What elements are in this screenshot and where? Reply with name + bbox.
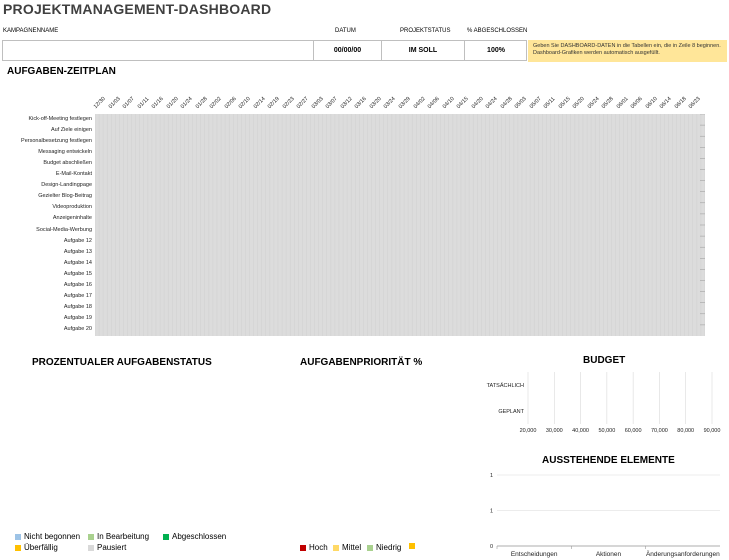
legend-label: Abgeschlossen — [172, 532, 227, 541]
date-tick-label: 05/03 — [513, 96, 528, 110]
status-chart-title: PROZENTUALER AUFGABENSTATUS — [32, 357, 212, 368]
budget-category-label: GEPLANT — [498, 409, 524, 415]
budget-chart-title: BUDGET — [583, 355, 626, 366]
legend-item — [333, 543, 361, 552]
legend-item — [300, 543, 328, 552]
budget-x-tick-label: 60,000 — [624, 428, 642, 434]
date-tick-label: 03/07 — [325, 96, 340, 110]
priority-legend — [300, 543, 480, 557]
date-tick-label: 04/20 — [470, 96, 485, 110]
legend-swatch — [88, 545, 94, 551]
budget-chart — [470, 368, 725, 438]
budget-category-label: TATSÄCHLICH — [486, 383, 524, 389]
legend-swatch — [409, 543, 415, 549]
task-label: Aufgabe 20 — [63, 326, 92, 333]
date-tick-label: 01/28 — [194, 96, 209, 110]
date-tick-label: 01/03 — [107, 96, 122, 110]
legend-item — [15, 532, 80, 541]
pending-chart-title: AUSSTEHENDE ELEMENTE — [542, 455, 675, 466]
task-label: Messaging entwickeln — [38, 148, 92, 155]
date-tick-label: 02/27 — [296, 96, 311, 110]
date-tick-label: 01/24 — [179, 96, 194, 110]
legend-swatch — [15, 534, 21, 540]
campaign-name-header: KAMPAGNENNAME — [3, 28, 59, 34]
legend-label: Überfällig — [24, 543, 58, 552]
date-tick-label: 01/11 — [136, 96, 151, 110]
task-label: Personalbesetzung festlegen — [21, 137, 92, 144]
task-label: E-Mail-Kontakt — [55, 171, 92, 178]
budget-x-tick-label: 30,000 — [545, 428, 563, 434]
date-tick-label: 01/16 — [150, 96, 165, 110]
date-tick-label: 06/23 — [688, 96, 703, 110]
legend-item — [163, 532, 226, 541]
date-tick-label: 02/02 — [208, 96, 223, 110]
legend-label: Nicht begonnen — [24, 532, 81, 541]
date-field[interactable]: 00/00/00 — [313, 40, 381, 61]
date-tick-label: 05/24 — [586, 96, 601, 110]
date-tick-label: 02/10 — [237, 96, 252, 110]
page-title: PROJEKTMANAGEMENT-DASHBOARD — [3, 1, 272, 17]
date-tick-label: 03/24 — [383, 96, 398, 110]
task-label: Design-Landingpage — [41, 182, 92, 189]
date-tick-label: 01/20 — [165, 96, 180, 110]
date-tick-label: 02/14 — [252, 96, 267, 110]
task-label: Aufgabe 15 — [63, 270, 92, 277]
instruction-note: Geben Sie DASHBOARD-DATEN in die Tabellen ein, die in Zeile 8 beginnen. Dashboard-Grafiken werden automatisch ausgefüllt. — [528, 40, 727, 62]
task-label: Gezielter Blog-Beitrag — [38, 193, 92, 200]
status-field[interactable]: IM SOLL — [381, 40, 464, 61]
budget-x-tick-label: 70,000 — [651, 428, 668, 434]
date-tick-label: 03/12 — [339, 96, 354, 110]
date-tick-label: 02/06 — [223, 96, 238, 110]
legend-swatch — [15, 545, 21, 551]
status-header: PROJEKTSTATUS — [400, 28, 451, 34]
legend-swatch — [367, 545, 373, 551]
budget-x-tick-label: 50,000 — [598, 428, 616, 434]
percent-header: % ABGESCHLOSSEN — [467, 28, 528, 34]
date-tick-label: 04/15 — [455, 96, 470, 110]
pending-y-tick-label: 1 — [489, 473, 493, 479]
legend-swatch — [163, 534, 169, 540]
date-header: DATUM — [335, 28, 356, 34]
budget-x-tick-label: 90,000 — [703, 428, 721, 434]
task-label: Aufgabe 19 — [63, 315, 92, 322]
task-label: Social-Media-Werbung — [36, 226, 92, 233]
task-label: Budget abschließen — [43, 159, 92, 166]
legend-label: Mittel — [342, 543, 362, 552]
date-tick-label: 05/28 — [601, 96, 616, 110]
date-tick-label: 05/20 — [572, 96, 587, 110]
legend-item — [367, 543, 401, 552]
task-label: Aufgabe 12 — [63, 237, 92, 244]
date-tick-label: 04/02 — [412, 96, 427, 110]
legend-item — [88, 543, 126, 552]
date-tick-label: 03/29 — [397, 96, 412, 110]
timeline-task-axis — [0, 114, 92, 336]
pending-y-tick-label: 1 — [489, 508, 493, 515]
pending-chart — [470, 468, 729, 560]
timeline-date-axis — [92, 80, 710, 113]
date-tick-label: 04/10 — [441, 96, 456, 110]
date-tick-label: 06/01 — [615, 96, 630, 110]
legend-item — [88, 532, 149, 541]
task-label: Aufgabe 17 — [63, 293, 92, 300]
legend-label: Niedrig — [376, 543, 402, 552]
legend-label: Pausiert — [97, 543, 127, 552]
date-tick-label: 03/16 — [354, 96, 369, 110]
date-tick-label: 06/10 — [644, 96, 659, 110]
pending-y-tick-label: 0 — [489, 544, 493, 550]
task-label: Aufgabe 14 — [63, 259, 92, 266]
date-tick-label: 02/23 — [281, 96, 296, 110]
gantt-chart-area — [95, 114, 705, 336]
legend-swatch — [88, 534, 94, 540]
budget-x-tick-label: 20,000 — [519, 428, 537, 434]
priority-chart-title: AUFGABENPRIORITÄT % — [300, 357, 423, 368]
task-label: Aufgabe 13 — [63, 248, 92, 255]
date-tick-label: 04/06 — [426, 96, 441, 110]
legend-swatch — [333, 545, 339, 551]
pending-category-label: Entscheidungen — [510, 551, 558, 558]
task-label: Videoproduktion — [52, 204, 92, 211]
pending-category-label: Änderungsanforderungen — [645, 551, 720, 558]
date-tick-label: 04/24 — [484, 96, 499, 110]
date-tick-label: 04/28 — [499, 96, 514, 110]
task-label: Auf Ziele einigen — [51, 126, 92, 133]
timeline-title: AUFGABEN-ZEITPLAN — [7, 66, 116, 77]
date-tick-label: 02/19 — [267, 96, 282, 110]
date-tick-label: 03/03 — [310, 96, 325, 110]
legend-label: In Bearbeitung — [97, 532, 150, 541]
task-label: Anzeigeninhalte — [52, 215, 92, 222]
pending-category-label: Aktionen — [595, 551, 622, 558]
budget-x-tick-label: 40,000 — [572, 428, 589, 434]
date-tick-label: 05/07 — [528, 96, 543, 110]
percent-field[interactable]: 100% — [464, 40, 527, 61]
campaign-name-field[interactable] — [3, 40, 313, 61]
budget-x-tick-label: 80,000 — [677, 428, 695, 434]
date-tick-label: 05/11 — [542, 96, 557, 110]
status-legend — [15, 532, 305, 560]
gantt-grid — [95, 114, 705, 336]
legend-swatch — [300, 545, 306, 551]
legend-item — [409, 543, 418, 549]
task-label: Aufgabe 18 — [63, 304, 92, 311]
legend-label: Hoch — [309, 543, 328, 552]
task-label: Kick-off-Meeting festlegen — [28, 115, 92, 122]
date-tick-label: 06/18 — [673, 96, 688, 110]
date-tick-label: 06/06 — [630, 96, 645, 110]
date-tick-label: 03/20 — [368, 96, 383, 110]
date-tick-label: 12/30 — [92, 96, 107, 110]
task-label: Aufgabe 16 — [63, 282, 92, 289]
date-tick-label: 01/07 — [121, 96, 136, 110]
date-tick-label: 06/14 — [659, 96, 674, 110]
date-tick-label: 05/15 — [557, 96, 572, 110]
legend-item — [15, 543, 58, 552]
